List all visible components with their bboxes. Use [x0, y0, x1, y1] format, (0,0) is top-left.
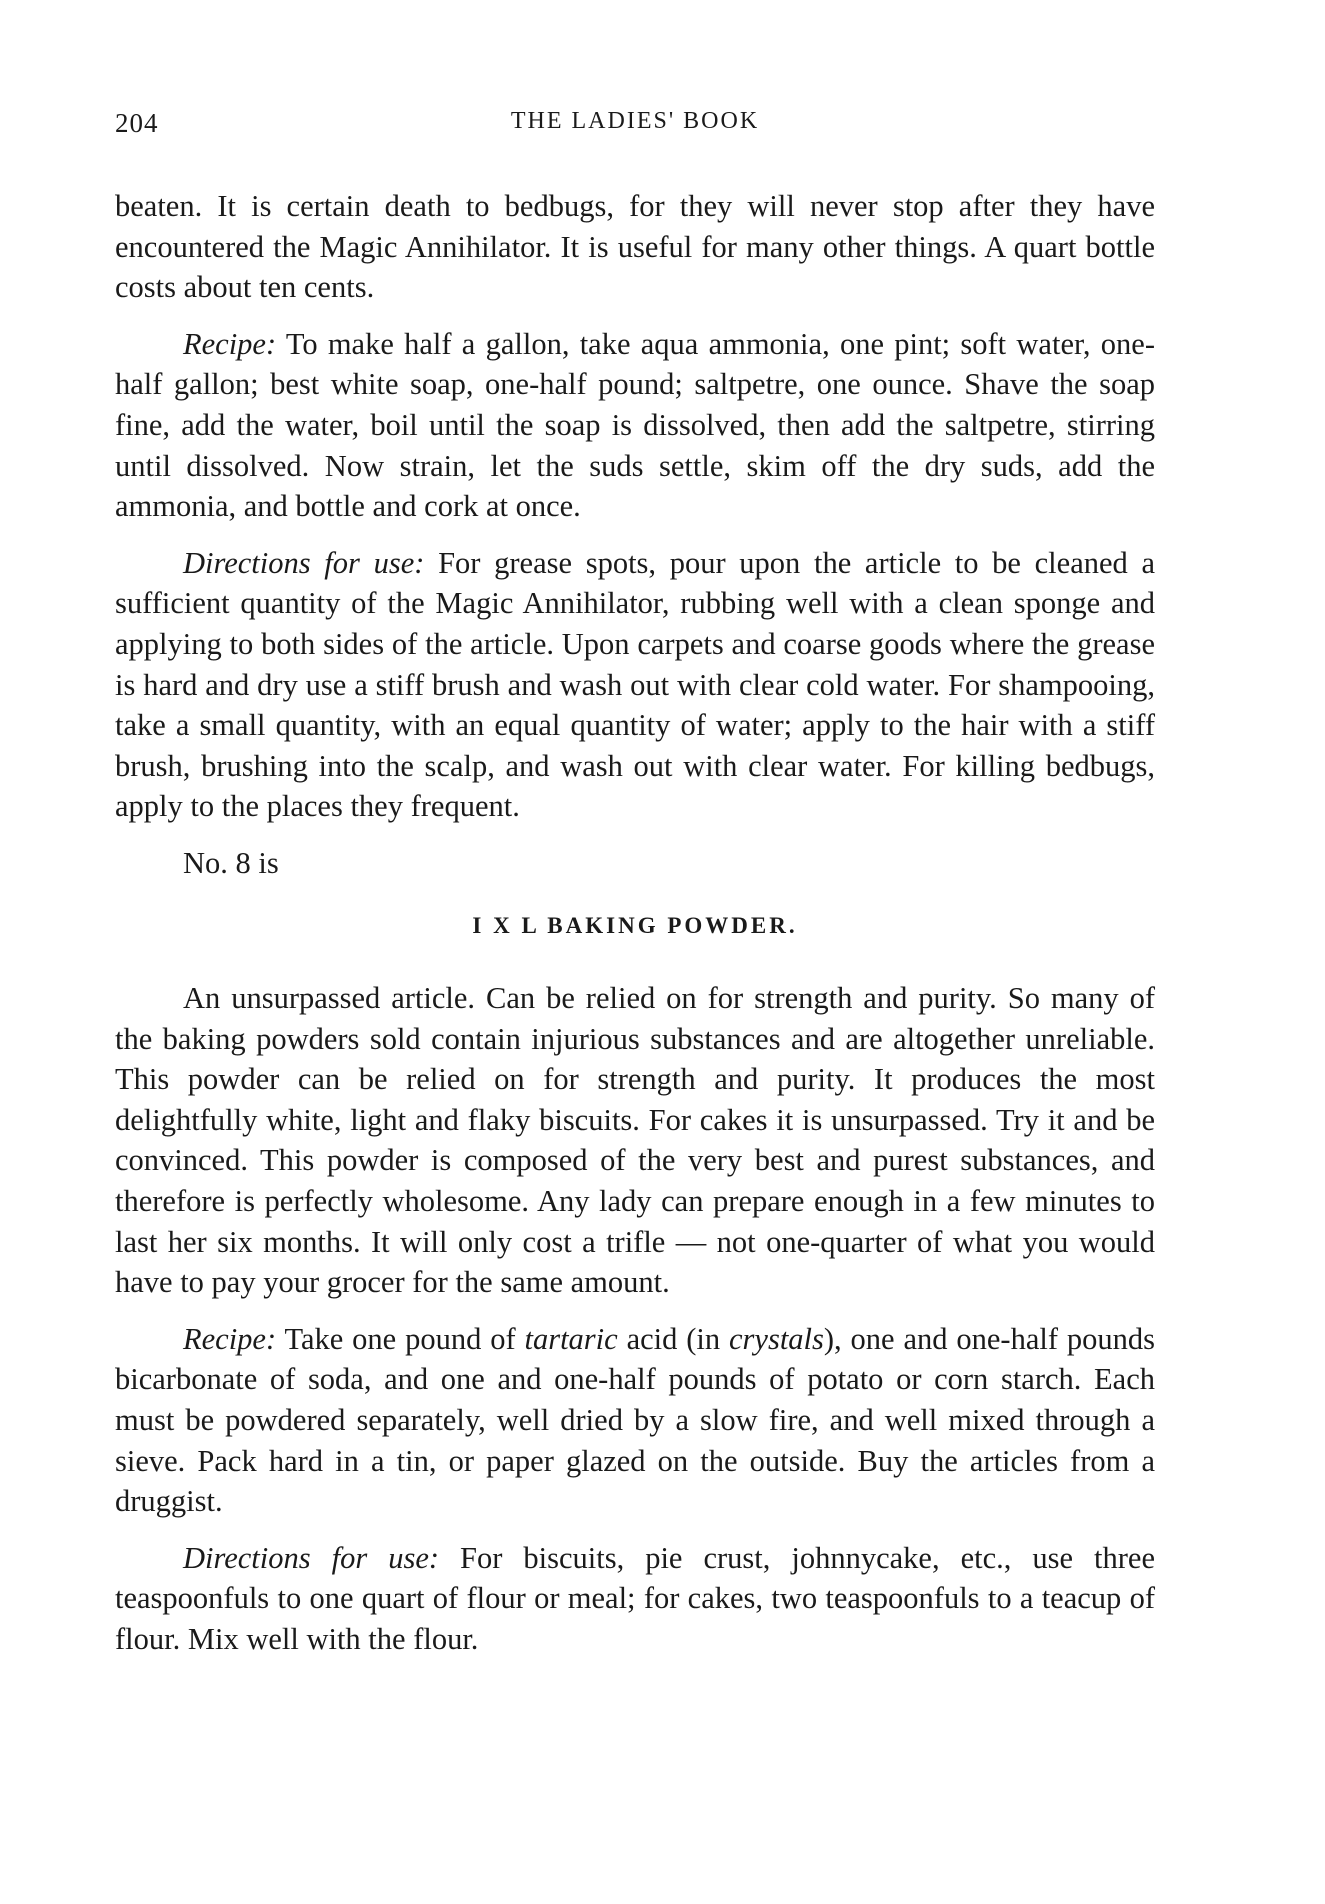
paragraph-baking-powder-intro: An unsurpassed article. Can be relied on for strength and purity. So many of the baking powders sold contain injurious substances and are altogether unreliable. This powder can be relied on for strength and purity. It produces the most delightfully white, light and flaky biscuits. For cakes it is unsurpassed. Try it and be convinced. This powder is composed of the very best and purest substances, and therefore is perfectly wholesome. Any lady can prepare enough in a few minutes to last her six months. It will only cost a trifle — not one-quarter of what you would have to pay your grocer for the same amount. — [115, 981, 1155, 1300]
recipe-text-b: acid (in — [617, 1321, 729, 1356]
recipe-emphasis-crystals: crystals — [729, 1321, 824, 1356]
paragraph-recipe-baking-powder — [115, 1319, 1155, 1522]
paragraph-directions-baking-powder — [115, 1538, 1155, 1660]
running-head — [115, 108, 1155, 148]
body-text — [115, 186, 1155, 1660]
recipe-text-c: ), one and one-half pounds bicarbonate of soda, and one and one-half pounds of potato or corn starch. Each must be powdered separately, well dried by a slow fire, and well mixed through a sieve. Pack hard in a tin, or paper glazed on the outside. Buy the articles from a druggist. — [115, 1321, 1155, 1519]
recipe-label: Recipe: — [183, 326, 277, 361]
recipe-text: To make half a gallon, take aqua ammonia, one pint; soft water, one-half gallon; best white soap, one-half pound; saltpetre, one ounce. Shave the soap fine, add the water, boil until the soap is dissolved, then add the saltpetre, stirring until dissolved. Now strain, let the suds settle, skim off the dry suds, add the ammonia, and bottle and cork at once. — [115, 326, 1155, 524]
directions-label: Directions for use: — [183, 1540, 440, 1575]
directions-label: Directions for use: — [183, 545, 425, 580]
paragraph-continuation: beaten. It is certain death to bedbugs, for they will never stop after they have encountered the Magic Annihilator. It is useful for many other things. A quart bottle costs about ten cents. — [115, 189, 1155, 305]
book-title: THE LADIES' BOOK — [510, 108, 760, 134]
paragraph-recipe-annihilator — [115, 324, 1155, 527]
book-page — [115, 108, 1155, 1676]
recipe-text-a: Take one pound of — [276, 1321, 525, 1356]
section-heading: I X L BAKING POWDER. — [472, 912, 798, 938]
recipe-emphasis-tartaric: tartaric — [524, 1321, 618, 1356]
paragraph-directions-annihilator — [115, 543, 1155, 827]
directions-text: For biscuits, pie crust, johnnycake, etc., use three teaspoonfuls to one quart of flour or meal; for cakes, two teaspoonfuls to a teacup of flour. Mix well with the flour. — [115, 1540, 1155, 1656]
directions-text: For grease spots, pour upon the article to be cleaned a sufficient quantity of the Magic Annihilator, rubbing well with a clean sponge and applying to both sides of the article. Upon carpets and coarse goods where the grease is hard and dry use a stiff brush and wash out with clear cold water. For shampooing, take a small quantity, with an equal quantity of water; apply to the hair with a stiff brush, brushing into the scalp, and wash out with clear water. For killing bedbugs, apply to the places they frequent. — [115, 545, 1155, 824]
recipe-label: Recipe: — [183, 1321, 277, 1356]
paragraph-number: No. 8 is — [183, 845, 279, 880]
page-number: 204 — [115, 108, 159, 138]
